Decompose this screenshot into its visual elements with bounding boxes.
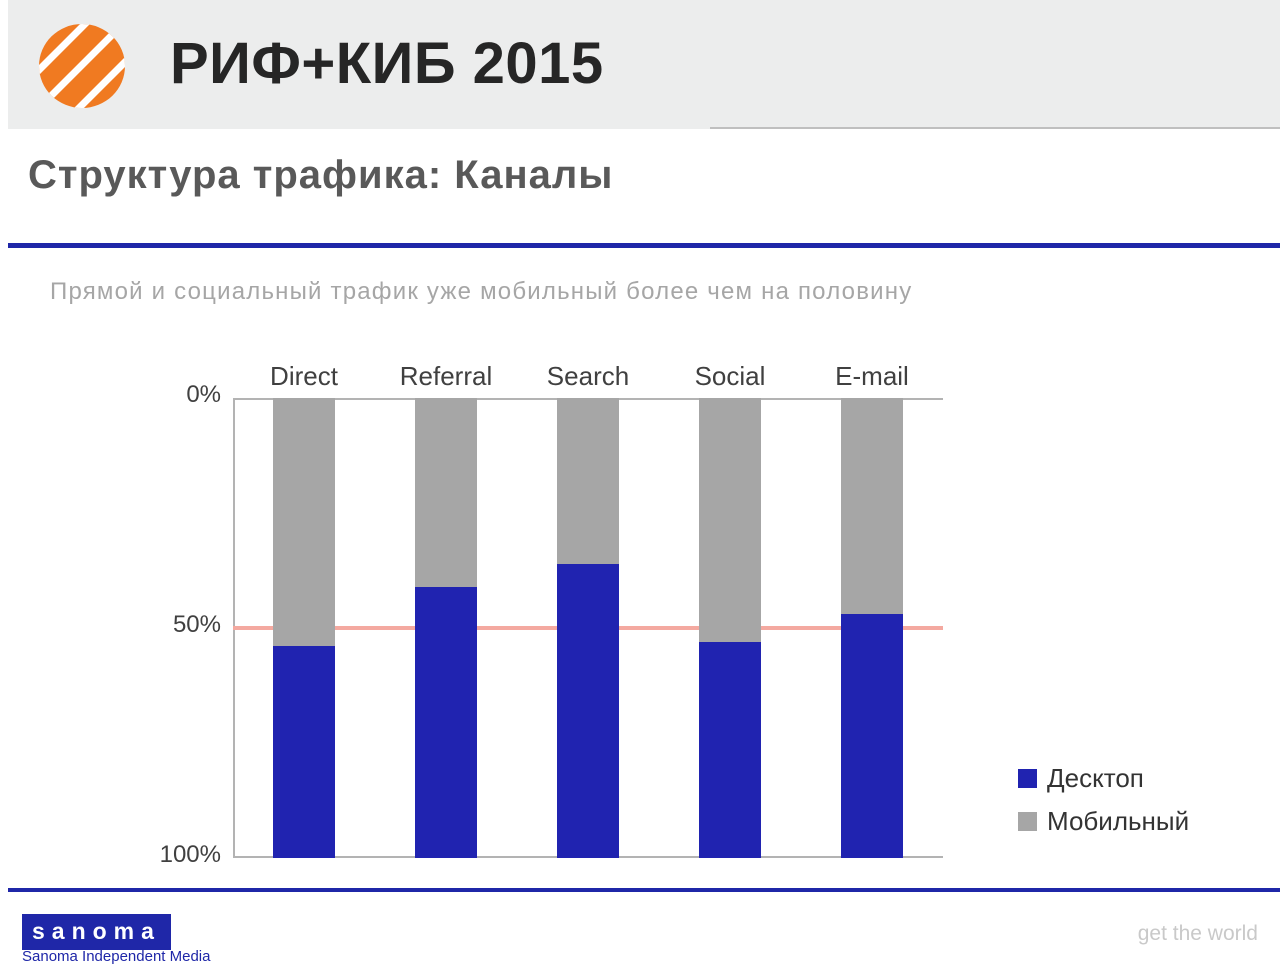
bar-group (835, 361, 909, 858)
y-axis-tick-label: 50% (172, 611, 221, 638)
sanoma-subtitle: Sanoma Independent Media (22, 948, 211, 965)
x-axis-category-label: Referral (399, 361, 493, 391)
x-axis-category-label: Search (546, 361, 630, 391)
bar-segment-desktop (841, 614, 903, 858)
y-axis-tick-label: 100% (159, 841, 221, 868)
bottom-edge (0, 974, 1280, 978)
sanoma-logo (22, 914, 171, 950)
legend-swatch-icon (1018, 812, 1037, 831)
slide-subtitle: Прямой и социальный трафик уже мобильный более чем на половину (50, 278, 913, 305)
x-axis-category-label: E-mail (835, 361, 909, 391)
footer-left-strip (0, 892, 8, 978)
y-axis-tick-label: 0% (186, 381, 221, 408)
legend-item (1018, 806, 1268, 837)
bar-segment-mobile (415, 398, 477, 587)
legend-item (1018, 763, 1268, 794)
conference-title: РИФ+КИБ 2015 (170, 31, 604, 96)
chart-legend (1018, 763, 1268, 849)
chart-plot-area (159, 361, 943, 868)
bar-segment-desktop (699, 642, 761, 858)
bar-group (399, 361, 493, 858)
bar-group (694, 361, 766, 858)
legend-label: Десктоп (1047, 763, 1144, 793)
header-left-strip (0, 0, 8, 129)
bar-segment-mobile (841, 398, 903, 614)
bar-segment-desktop (557, 564, 619, 858)
slide-body (8, 248, 1280, 888)
striped-sphere-logo-icon (35, 22, 129, 110)
bar-segment-mobile (699, 398, 761, 642)
traffic-structure-chart (138, 338, 958, 868)
bar-group (546, 361, 630, 858)
legend-label: Мобильный (1047, 806, 1190, 836)
bar-segment-mobile (273, 398, 335, 646)
footer-tagline: get the world (1137, 922, 1258, 945)
bar-segment-mobile (557, 398, 619, 564)
sanoma-wordmark: sanoma (32, 918, 161, 944)
x-axis-category-label: Social (694, 361, 766, 391)
slide-header (0, 0, 1280, 129)
bar-segment-desktop (273, 646, 335, 858)
x-axis-category-label: Direct (270, 361, 338, 391)
page-title: Структура трафика: Каналы (28, 153, 614, 197)
legend-swatch-icon (1018, 769, 1037, 788)
slide-footer (0, 892, 1280, 978)
slide-title-area (0, 129, 1280, 244)
bar-segment-desktop (415, 587, 477, 858)
bar-group (270, 361, 338, 858)
